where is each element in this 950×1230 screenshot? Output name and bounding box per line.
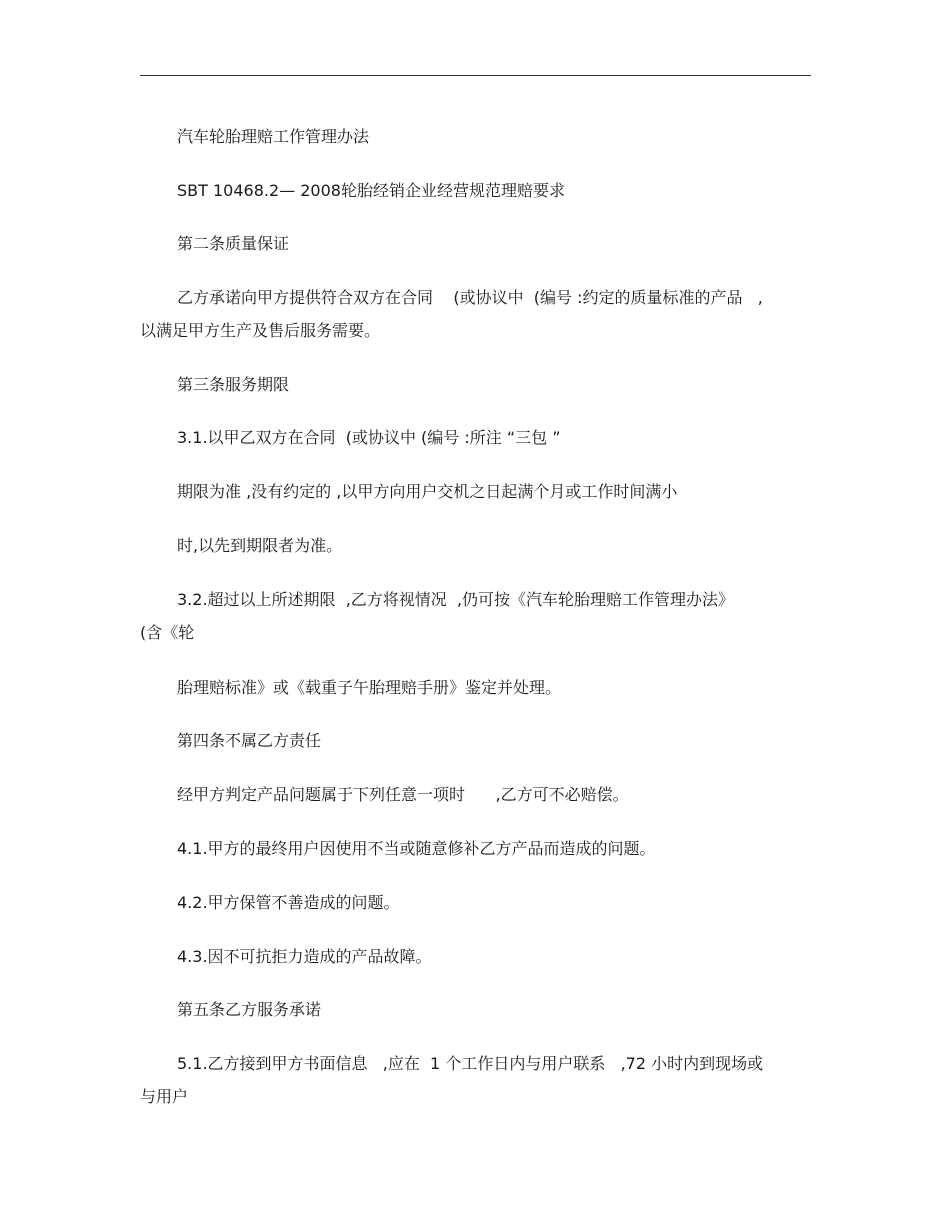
clause-5-1-line1: 5.1.乙方接到甲方书面信息 ,应在 1 个工作日内与用户联系 ,72 小时内到现场或: [177, 1054, 764, 1073]
standard-reference: SBT 10468.2— 2008轮胎经销企业经营规范理赔要求: [177, 181, 565, 200]
article-5-heading: 第五条乙方服务承诺: [177, 1000, 322, 1019]
article-2-text-line2: 以满足甲方生产及售后服务需要。: [140, 321, 381, 340]
article-4-heading: 第四条不属乙方责任: [177, 731, 322, 750]
article-2-text-line1: 乙方承诺向甲方提供符合双方在合同 (或协议中 (编号 :约定的质量标准的产品 ,: [177, 288, 763, 307]
clause-3-2-line1: 3.2.超过以上所述期限 ,乙方将视情况 ,仍可按《汽车轮胎理赔工作管理办法》: [177, 590, 735, 609]
clause-3-1-line1: 3.1.以甲乙双方在合同 (或协议中 (编号 :所注 “三包 ”: [177, 428, 561, 447]
doc-title: 汽车轮胎理赔工作管理办法: [177, 127, 370, 146]
clause-3-1-line3: 时,以先到期限者为准。: [177, 536, 343, 555]
article-2-heading: 第二条质量保证: [177, 234, 290, 253]
clause-4-1: 4.1.甲方的最终用户因使用不当或随意修补乙方产品而造成的问题。: [177, 839, 656, 858]
article-4-intro: 经甲方判定产品问题属于下列任意一项时 ,乙方可不必赔偿。: [177, 785, 629, 804]
clause-3-1-line2: 期限为准 ,没有约定的 ,以甲方向用户交机之日起满个月或工作时间满小: [177, 482, 678, 501]
article-3-heading: 第三条服务期限: [177, 375, 290, 394]
clause-3-2-line2: (含《轮: [140, 623, 195, 642]
clause-4-3: 4.3.因不可抗拒力造成的产品故障。: [177, 947, 432, 966]
clause-4-2: 4.2.甲方保管不善造成的问题。: [177, 893, 400, 912]
header-rule: [140, 75, 811, 76]
clause-3-2-line3: 胎理赔标准》或《载重子午胎理赔手册》鉴定并处理。: [177, 678, 562, 697]
clause-5-1-line2: 与用户: [140, 1087, 189, 1106]
